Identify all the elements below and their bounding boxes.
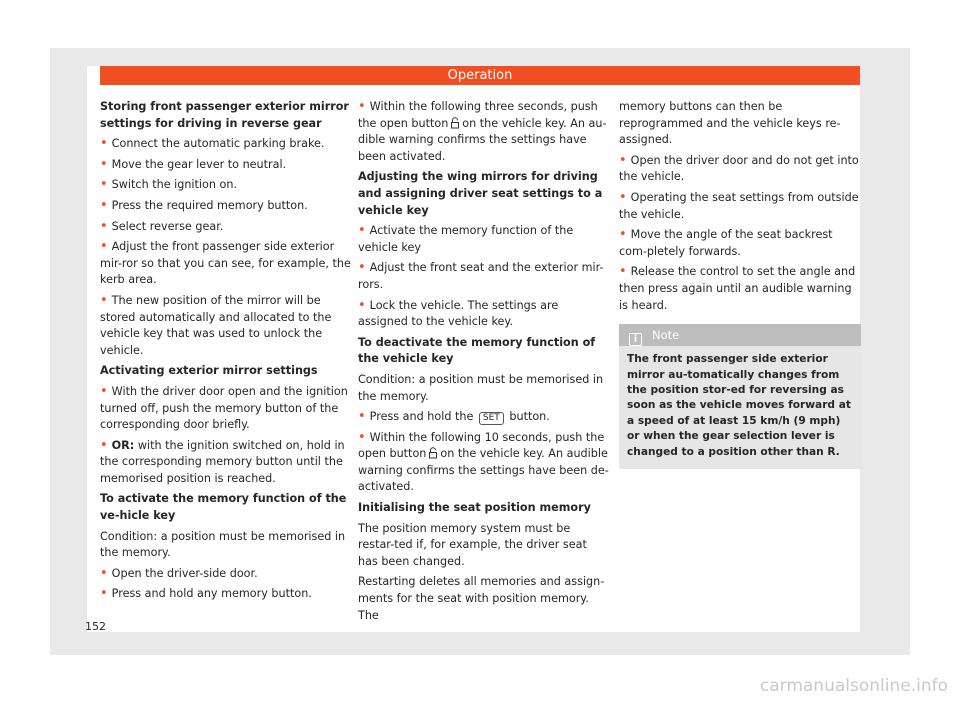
bullet-icon: • (619, 264, 627, 280)
heading-initialise-memory: Initialising the seat position memory (358, 501, 591, 515)
unlock-icon (428, 447, 438, 459)
bullet-icon: • (619, 152, 627, 168)
list-item: • Lock the vehicle. The settings are assigned to the vehicle key. (358, 297, 559, 329)
list-item: • Release the control to set the angle and then press again until an audible warning is heard. (619, 264, 856, 312)
condition-text: Condition: a position must be memorised in the memory. (358, 372, 604, 403)
note-header (619, 324, 861, 346)
bullet-icon: • (358, 99, 366, 114)
list-item: • Move the gear lever to neutral. (100, 156, 287, 172)
bullet-icon: • (100, 156, 108, 172)
list-item: • Adjust the front seat and the exterior mir-rors. (358, 260, 604, 291)
list-item: • Press and hold the SET button. (358, 409, 550, 425)
heading-adjust-mirrors: Adjusting the wing mirrors for driving and assigning driver seat settings to a vehicle key (358, 170, 603, 217)
section-header (100, 66, 860, 85)
unlock-icon (450, 117, 460, 129)
list-item: • Open the driver-side door. (100, 565, 258, 581)
paragraph: The position memory system must be restar-ted if, for example, the driver seat has been changed. (358, 521, 587, 568)
list-item: • Adjust the front passenger side exterior mir-ror so that you can see, for example, the kerb area. (100, 239, 351, 287)
bullet-icon: • (100, 197, 108, 213)
page-number: 152 (85, 620, 106, 633)
list-item: • Activate the memory function of the vehicle key (358, 223, 574, 254)
heading-deactivate-key-memory: To deactivate the memory function of the vehicle key (358, 335, 596, 366)
bullet-icon: • (100, 218, 108, 234)
list-item: • Press the required memory button. (100, 197, 308, 213)
watermark: carmanualsonline.info (759, 676, 948, 696)
bullet-icon: • (100, 383, 108, 399)
info-icon: i (629, 333, 642, 346)
list-item: • Open the driver door and do not get into the vehicle. (619, 152, 859, 184)
list-item: • Select reverse gear. (100, 218, 224, 234)
list-item: • With the driver door open and the ignition turned off, push the memory button of the corresponding door briefly. (100, 383, 348, 432)
set-key-icon: SET (479, 412, 504, 425)
section-header-title: Operation (447, 68, 513, 83)
note-box (619, 324, 861, 469)
bullet-icon: • (100, 437, 108, 453)
note-body: The front passenger side exterior mirror au-tomatically changes from the position stor-ed for reversing as soon as the vehicle moves forward at a speed of at least 15 km/h (9 mph) or when the gear selection lever is changed to a position other than R. (627, 353, 851, 458)
paragraph: memory buttons can then be reprogrammed and the vehicle keys re-assigned. (619, 100, 841, 147)
bullet-icon: • (358, 260, 366, 276)
bullet-icon: • (358, 223, 366, 239)
paragraph: Restarting deletes all memories and assign-ments for the seat with position memory. The (358, 575, 605, 622)
list-item: • Within the following 10 seconds, push the open button on the vehicle key. An audible warning confirms the settings have been de-activated. (358, 429, 609, 494)
bullet-icon: • (100, 239, 108, 255)
column-3 (619, 99, 861, 469)
column-2 (358, 99, 610, 628)
list-item: • Connect the automatic parking brake. (100, 136, 325, 152)
bullet-icon: • (100, 586, 108, 602)
bullet-icon: • (100, 136, 108, 152)
list-item: • Switch the ignition on. (100, 177, 238, 193)
bullet-icon: • (100, 177, 108, 193)
condition-text: Condition: a position must be memorised in the memory. (100, 529, 346, 560)
heading-store-mirror: Storing front passenger exterior mirror settings for driving in reverse gear (100, 100, 349, 130)
note-title: Note (652, 328, 680, 343)
bullet-icon: • (358, 409, 366, 425)
bullet-icon: • (358, 297, 366, 313)
bullet-icon: • (100, 292, 108, 308)
list-item: • The new position of the mirror will be stored automatically and allocated to the vehicle key that was used to unlock the vehicle. (100, 292, 332, 357)
bullet-icon: • (619, 189, 627, 205)
bullet-icon: • (619, 227, 627, 243)
list-item: • Within the following three seconds, push the open button on the vehicle key. An au-dible warning confirms the settings have been activated. (358, 99, 607, 163)
list-item: • Operating the seat settings from outside the vehicle. (619, 189, 859, 221)
heading-activate-mirror: Activating exterior mirror settings (100, 364, 318, 378)
column-1 (100, 99, 352, 607)
bullet-icon: • (100, 565, 108, 581)
list-item: • Press and hold any memory button. (100, 586, 312, 602)
list-item: • Move the angle of the seat backrest com-pletely forwards. (619, 227, 833, 258)
heading-activate-key-memory: To activate the memory function of the ve-hicle key (100, 492, 347, 523)
bullet-icon: • (358, 429, 366, 445)
list-item: • OR: with the ignition switched on, hold in the corresponding memory button until the memorised position is reached. (100, 437, 345, 485)
